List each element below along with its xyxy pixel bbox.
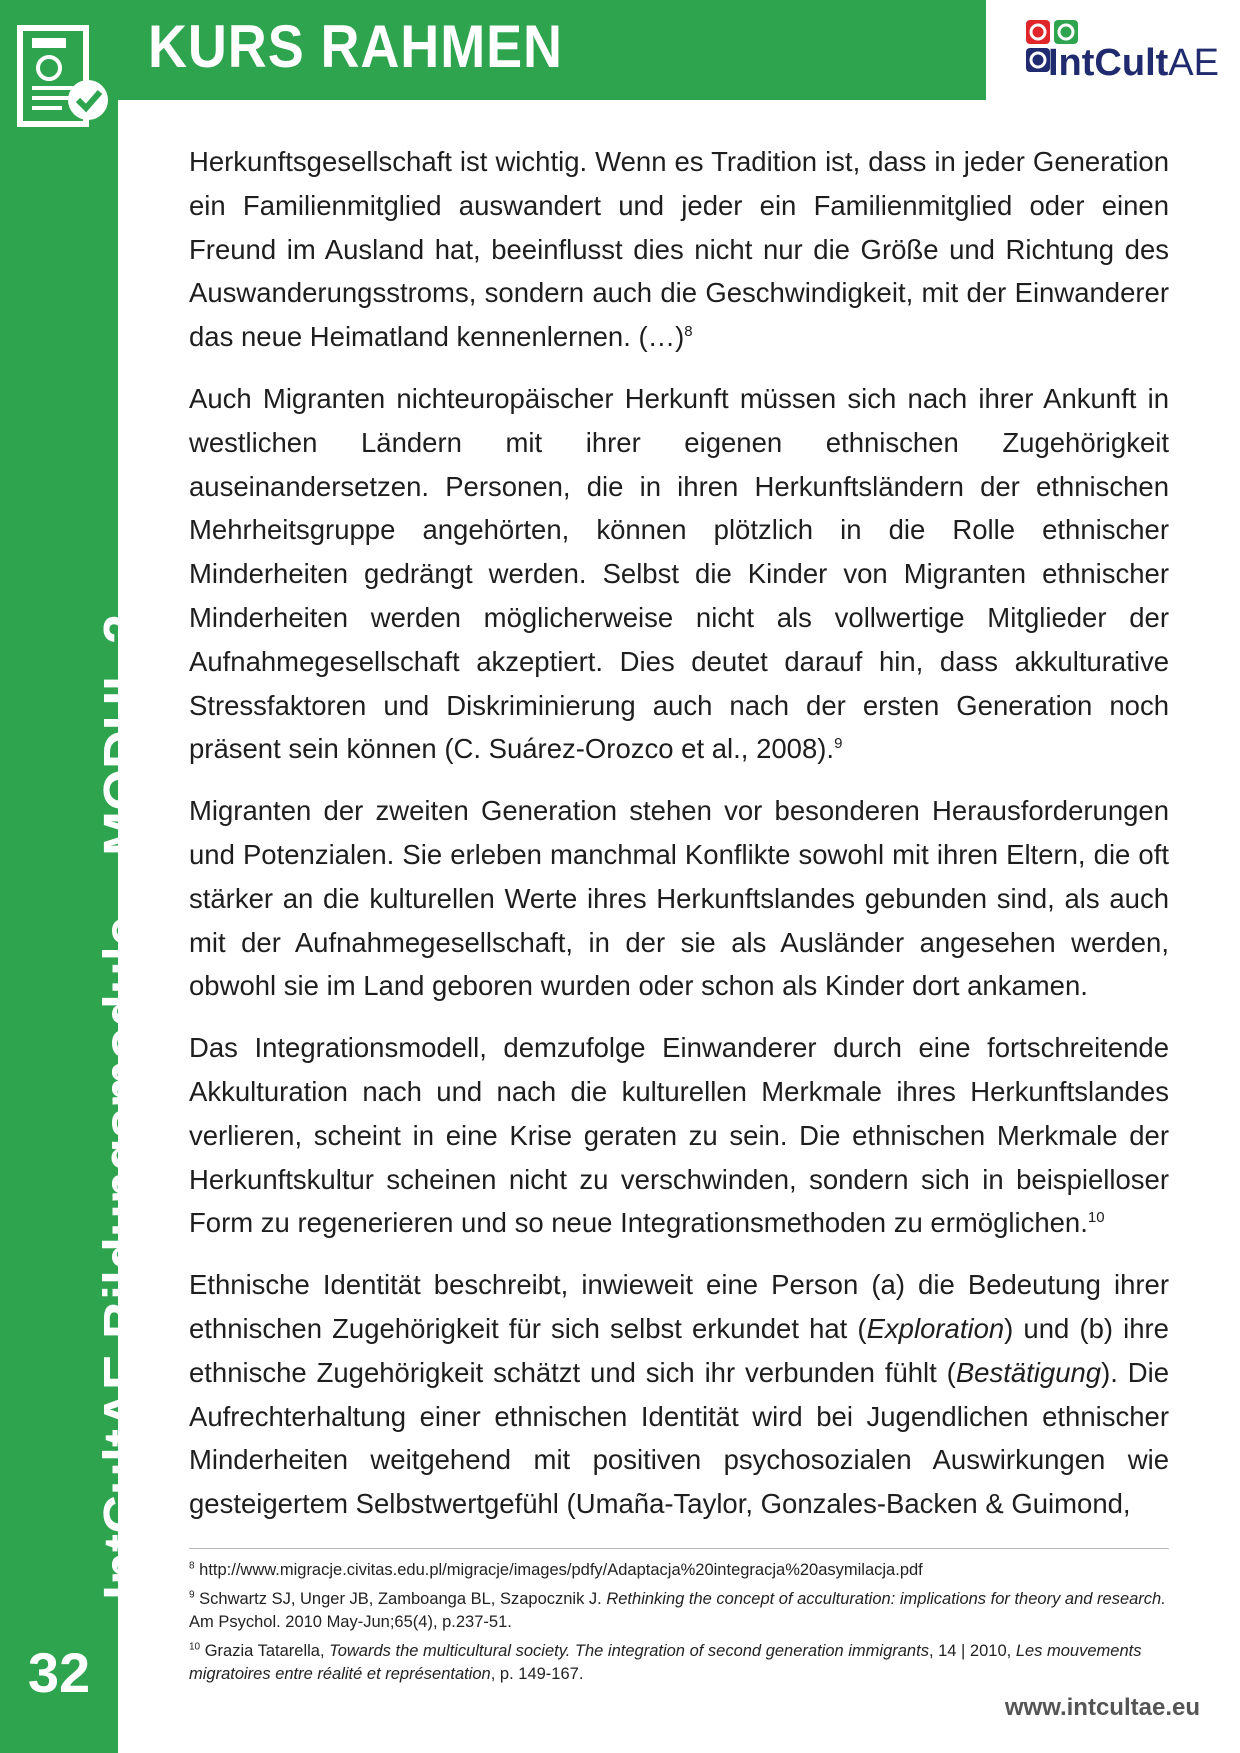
website-link[interactable]: www.intcultae.eu [1004, 1694, 1200, 1721]
paragraph-5: Ethnische Identität beschreibt, inwieweit eine Person (a) die Bedeutung ihrer ethnischen Zugehörigkeit für sich selbst erkundet hat (Exploration) und (b) ihre ethnische Zugehörigkeit schätzt und sich ihr verbunden fühlt (Bestätigung). Die Aufrechterhaltung einer ethnischen Identität wird bei Jugendlichen ethnischer Minderheiten weitgehend mit positiven psychosozialen Auswirkungen wie gesteigertem Selbstwertgefühl (Umaña-Taylor, Gonzales-Backen & Guimond, [189, 1269, 1170, 1520]
footnote-8-link[interactable]: http://www.migracje.civitas.edu.pl/migracje/images/pdfy/Adaptacja%20integracja%20asymilacja.pdf [199, 1561, 923, 1579]
footnote-ref-10: 10 [1087, 1209, 1105, 1227]
footnotes [189, 1548, 1169, 1692]
page-title: KURS RAHMEN [148, 13, 563, 80]
main-text [189, 140, 1169, 1544]
footnote-8: $^8$ http://www.migracje.civitas.edu.pl/migracje/images/pdfy/Adaptacja%20integracja%20asymilacja.pdf [189, 1560, 923, 1579]
logo-wordmark: IntCultAE [1048, 42, 1219, 84]
paragraph-2: Auch Migranten nichteuropäischer Herkunft müssen sich nach ihrer Ankunft in westlichen Ländern mit ihrer eigenen ethnischen Zugehörigkeit auseinandersetzen. Personen, die in ihren Herkunftsländern der ethnischen Mehrheitsgruppe angehörten, können plötzlich in die Rolle ethnischer Minderheiten gedrängt werden. Selbst die Kinder von Migranten ethnischer Minderheiten werden möglicherweise nicht als vollwertige Mitglieder der Aufnahmegesellschaft akzeptiert. Dies deutet darauf hin, dass akkulturative Stressfaktoren und Diskriminierung auch nach der ersten Generation noch präsent sein können (C. Suárez-Orozco et al., 2008).$^9$ [189, 382, 1169, 765]
footnote-ref-9: 9 [834, 735, 843, 753]
footnote-ref-8: 8 [684, 323, 693, 341]
page-number: 32 [27, 1641, 91, 1704]
footnote-9: $^9$ Schwartz SJ, Unger JB, Zamboanga BL, Szapocznik J. Rethinking the concept of acculturation: implications for theory and research. Am Psychol. 2010 May-Jun;65(4), p.237-51. [189, 1589, 1166, 1631]
vertical-module-title: IntCultAE Bildungsmodule – MODUL 2 [93, 613, 153, 1600]
paragraph-1: Herkunftsgesellschaft ist wichtig. Wenn es Tradition ist, dass in jeder Generation ein Familienmitglied auswandert und jeder ein Familienmitglied oder einen Freund im Ausland hat, beeinflusst dies nicht nur die Größe und Richtung des Auswanderungsstroms, sondern auch die Geschwindigkeit, mit der Einwanderer das neue Heimatland kennenlernen. (…)$^8$ [189, 146, 1169, 353]
footnote-10: $^{10}$ Grazia Tatarella, Towards the multicultural society. The integration of second generation immigrants, 14 | 2010, Les mouvements migratoires entre réalité et représentation, p. 149-167. [189, 1641, 1142, 1683]
paragraph-3: Migranten der zweiten Generation stehen vor besonderen Herausforderungen und Potenzialen. Sie erleben manchmal Konflikte sowohl mit ihren Eltern, die oft stärker an die kulturellen Werte ihres Herkunftslandes gebunden sind, als auch mit der Aufnahmegesellschaft, in der sie als Ausländer angesehen werden, obwohl sie im Land geboren wurden oder schon als Kinder dort ankamen. [189, 795, 1169, 1002]
paragraph-4: Das Integrationsmodell, demzufolge Einwanderer durch eine fortschreitende Akkulturation nach und nach die kulturellen Merkmale ihres Herkunftslandes verlieren, scheint in eine Krise geraten zu sein. Die ethnischen Merkmale der Herkunftskultur scheinen nicht zu verschwinden, sondern sich in beispielloser Form zu regenerieren und so neue Integrationsmethoden zu ermöglichen.$^{10}$ [189, 1032, 1169, 1239]
checklist-document-icon [16, 24, 112, 132]
